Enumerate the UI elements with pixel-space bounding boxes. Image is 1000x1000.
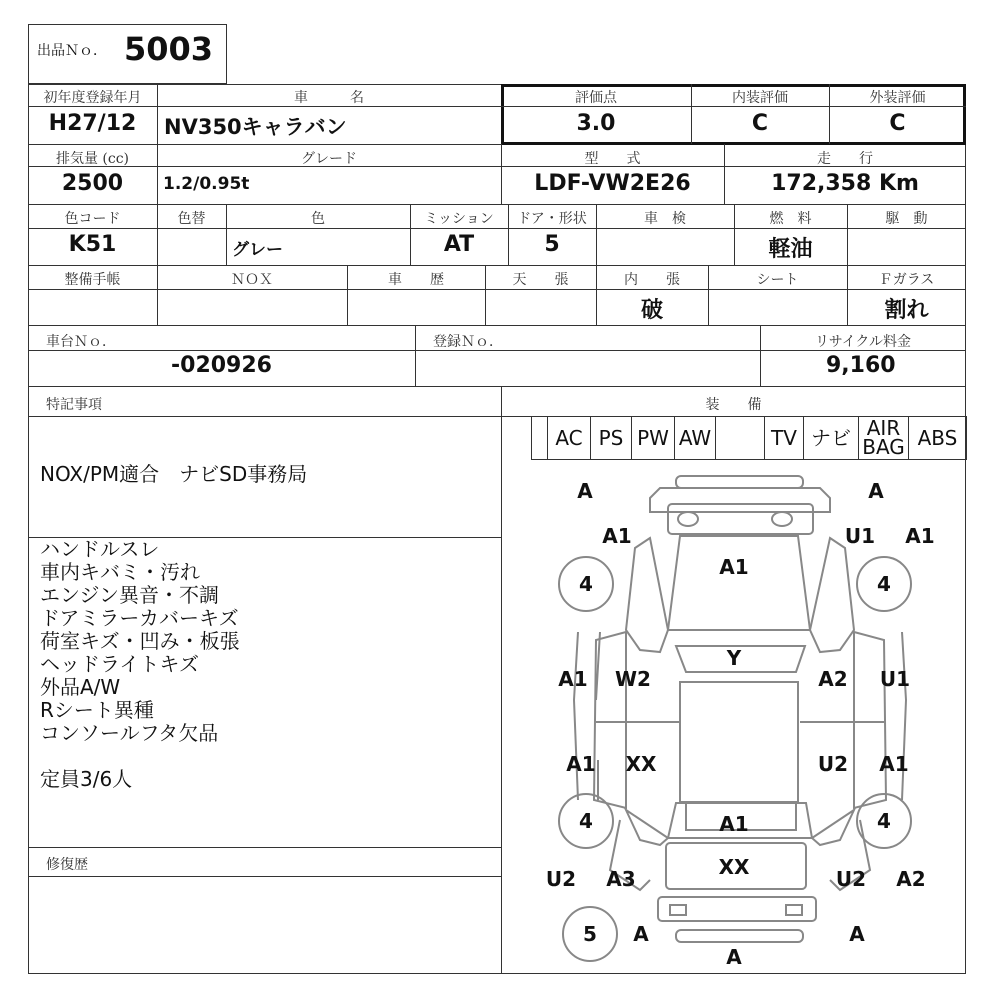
fuel-label: 燃 料 [769, 211, 812, 227]
history-label: 車 歴 [388, 272, 444, 288]
note-line: Rシート異種 [40, 698, 154, 722]
lot-number: 5003 [124, 30, 214, 68]
mark-door-rr-a: U2 [817, 752, 849, 776]
fuel-value: 軽油 [768, 237, 813, 262]
mark-quarter-rr-a: U2 [835, 867, 867, 891]
mark-quarter-rl-a: U2 [545, 867, 577, 891]
score-label: 評価点 [575, 90, 617, 106]
nox-label: ＮＯＸ [231, 272, 273, 288]
doors-value: 5 [544, 232, 560, 257]
notes-top: NOX/PM適合 ナビSD事務局 [40, 462, 308, 486]
mission-value: AT [443, 232, 475, 257]
interior-label: 内装評価 [732, 90, 788, 106]
color-code-value: K51 [68, 232, 117, 257]
mark-door-fl-a: A1 [558, 667, 588, 691]
note-line: ドアミラーカバーキズ [40, 606, 239, 630]
note-line: ヘッドライトキズ [40, 652, 199, 676]
mark-door-rl-b: XX [625, 752, 657, 776]
mark-quarter-rl-b: A3 [606, 867, 636, 891]
recolor-label: 色替 [177, 211, 206, 227]
mark-rear-bottom: A [726, 945, 742, 969]
equipment-item [531, 416, 548, 460]
tire-spare: 5 [583, 922, 597, 946]
glass-label: Ｆガラス [878, 272, 935, 288]
equipment-airbag-label: AIR BAG [862, 416, 905, 459]
interior-value: C [751, 111, 769, 136]
lot-label: 出品Ｎｏ． [37, 43, 107, 59]
displacement-value: 2500 [61, 171, 124, 196]
note-line: 定員3/6人 [40, 767, 133, 791]
maintenance-label: 整備手帳 [64, 272, 121, 288]
chassis-value: -020926 [171, 353, 272, 378]
equipment-item: PS [590, 416, 632, 460]
mark-door-rr-b: A1 [879, 752, 909, 776]
model-label: 型 式 [584, 151, 641, 167]
mark-roof: Y [726, 646, 742, 670]
mark-door-fl-b: W2 [615, 667, 651, 691]
equipment-item [715, 416, 765, 460]
mark-hood: A1 [719, 555, 749, 579]
drive-label: 駆 動 [885, 211, 928, 227]
mark-door-rl-a: A1 [566, 752, 596, 776]
chassis-label: 車台Ｎｏ． [46, 334, 116, 350]
mark-rear-panel: XX [718, 855, 750, 879]
inner-value: 破 [640, 298, 663, 323]
car-name-label: 車 名 [294, 90, 364, 106]
equipment-item: AC [547, 416, 591, 460]
equipment-label: 装 備 [705, 397, 762, 413]
inner-label: 内 張 [624, 272, 680, 288]
tire-rl: 4 [579, 809, 593, 833]
mark-fender-fr-a: U1 [844, 524, 876, 548]
tire-fl: 4 [579, 572, 593, 596]
glass-value: 割れ [884, 298, 929, 323]
equipment-item: ABS [908, 416, 967, 460]
mark-rear-right: A [849, 922, 865, 946]
mark-rear-left: A [633, 922, 649, 946]
equipment-item: TV [764, 416, 804, 460]
mark-fender-fl: A1 [602, 524, 632, 548]
mileage-label: 走 行 [817, 151, 873, 167]
tire-fr: 4 [877, 572, 891, 596]
registration-label: 登録Ｎｏ． [433, 334, 503, 350]
mark-door-fr-b: U1 [879, 667, 911, 691]
repair-label: 修復歴 [46, 857, 88, 873]
roof-label: 天 張 [512, 272, 569, 288]
car-diagram [501, 460, 966, 974]
note-line: 外品A/W [40, 675, 121, 699]
exterior-label: 外装評価 [869, 90, 926, 106]
mark-front-left: A [577, 479, 593, 503]
mission-label: ミッション [424, 211, 494, 227]
mark-fender-fr-b: A1 [905, 524, 935, 548]
exterior-value: C [889, 111, 906, 136]
note-line: コンソールフタ欠品 [40, 721, 219, 745]
first-reg-label: 初年度登録年月 [43, 90, 142, 106]
mileage-value: 172,358 Km [771, 171, 919, 196]
color-label: 色 [311, 211, 325, 227]
note-line: 荷室キズ・凹み・板張 [40, 629, 240, 653]
equipment-item: ナビ [803, 416, 859, 460]
first-reg-value: H27/12 [48, 111, 137, 136]
mark-quarter-rr-b: A2 [896, 867, 926, 891]
equipment-item: AW [674, 416, 716, 460]
car-name-value: NV350キャラバン [164, 115, 347, 139]
recycle-label: リサイクル料金 [814, 334, 912, 350]
seat-label: シート [756, 272, 799, 288]
mark-front-right: A [868, 479, 884, 503]
notes-label: 特記事項 [46, 397, 102, 413]
note-line: エンジン異音・不調 [40, 583, 219, 607]
mark-door-fr-a: A2 [818, 667, 848, 691]
color-code-label: 色コード [64, 211, 121, 227]
score-value: 3.0 [576, 111, 616, 136]
equipment-item [858, 416, 909, 460]
note-line: 車内キバミ・汚れ [40, 560, 200, 584]
mark-rear-window: A1 [719, 812, 749, 836]
grade-value: 1.2/0.95t [163, 174, 250, 194]
equipment-item: PW [631, 416, 675, 460]
doors-label: ドア・形状 [517, 211, 587, 227]
note-line: ハンドルスレ [40, 537, 160, 561]
inspection-label: 車 検 [644, 211, 686, 227]
grade-label: グレード [301, 151, 357, 167]
recycle-value: 9,160 [826, 353, 896, 378]
model-value: LDF-VW2E26 [534, 171, 691, 196]
tire-rr: 4 [877, 809, 891, 833]
color-value: グレー [232, 240, 283, 260]
displacement-label: 排気量 (cc) [55, 151, 130, 167]
